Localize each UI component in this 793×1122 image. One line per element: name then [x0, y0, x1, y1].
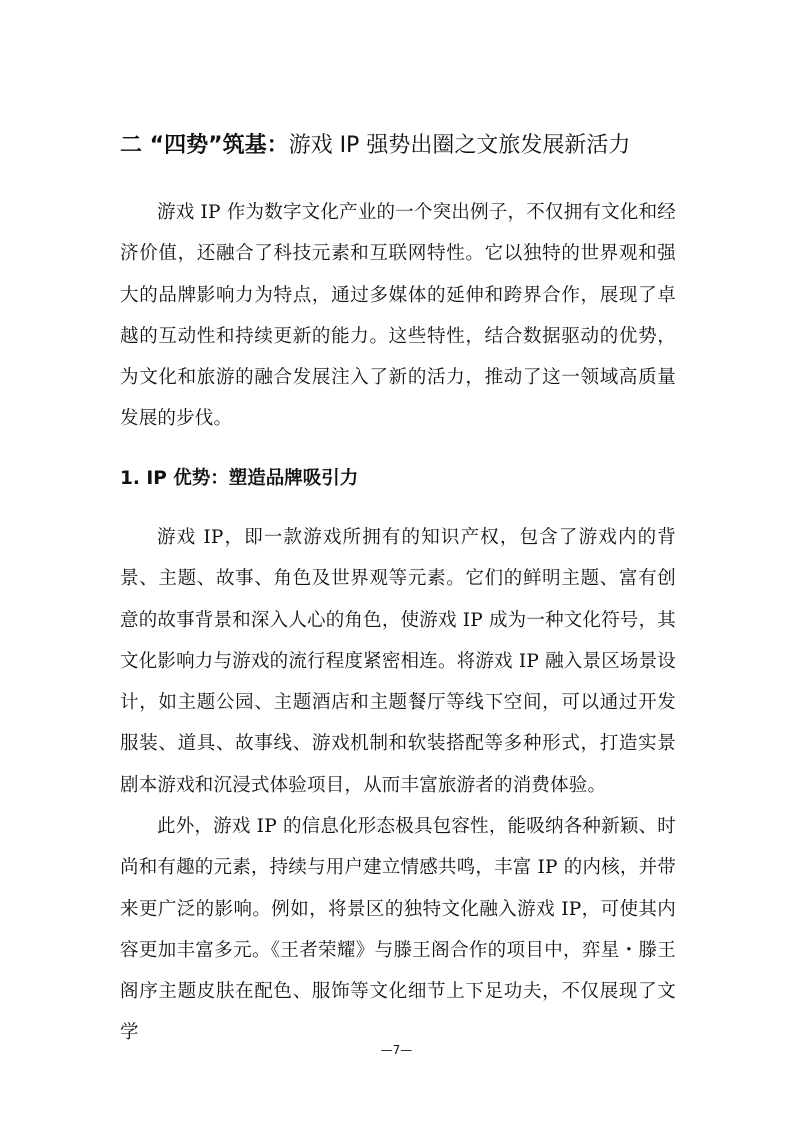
- paragraph-ip-definition: 游戏 IP，即一款游戏所拥有的知识产权，包含了游戏内的背景、主题、故事、角色及世界观等元素。它们的鲜明主题、富有创意的故事背景和深入人心的角色，使游戏 IP 成为一种文化符号，其文化影响力与游戏的流行程度紧密相连。将游戏 IP 融入景区场景设计，如主题公园、主题酒店和主题餐厅等线下空间，可以通过开发服装、道具、故事线、游戏机制和软装搭配等多种形式，打造实景剧本游戏和沉浸式体验项目，从而丰富旅游者的消费体验。: [120, 527, 676, 796]
- section-heading: [120, 129, 700, 162]
- section-heading-prefix: 二 “四势”筑基：: [120, 133, 289, 158]
- paragraph-ip-inclusiveness: 此外，游戏 IP 的信息化形态极具包容性，能吸纳各种新颖、时尚和有趣的元素，持续与用户建立情感共鸣，丰富 IP 的内核，并带来更广泛的影响。例如，将景区的独特文化融入游戏 IP，可使其内容更加丰富多元。《王者荣耀》与滕王阁合作的项目中，弈星・滕王阁序主题皮肤在配色、服饰等文化细节上下足功夫，不仅展现了文学: [120, 816, 676, 1044]
- section-heading-title: 游戏 IP 强势出圈之文旅发展新活力: [288, 133, 631, 158]
- paragraph-intro: 游戏 IP 作为数字文化产业的一个突出例子，不仅拥有文化和经济价值，还融合了科技元素和互联网特性。它以独特的世界观和强大的品牌影响力为特点，通过多媒体的延伸和跨界合作，展现了卓越的互动性和持续更新的能力。这些特性，结合数据驱动的优势，为文化和旅游的融合发展注入了新的活力，推动了这一领域高质量发展的步伐。: [120, 202, 676, 430]
- page-number: —7—: [380, 1043, 413, 1057]
- subsection-heading: 1. IP 优势：塑造品牌吸引力: [120, 468, 359, 489]
